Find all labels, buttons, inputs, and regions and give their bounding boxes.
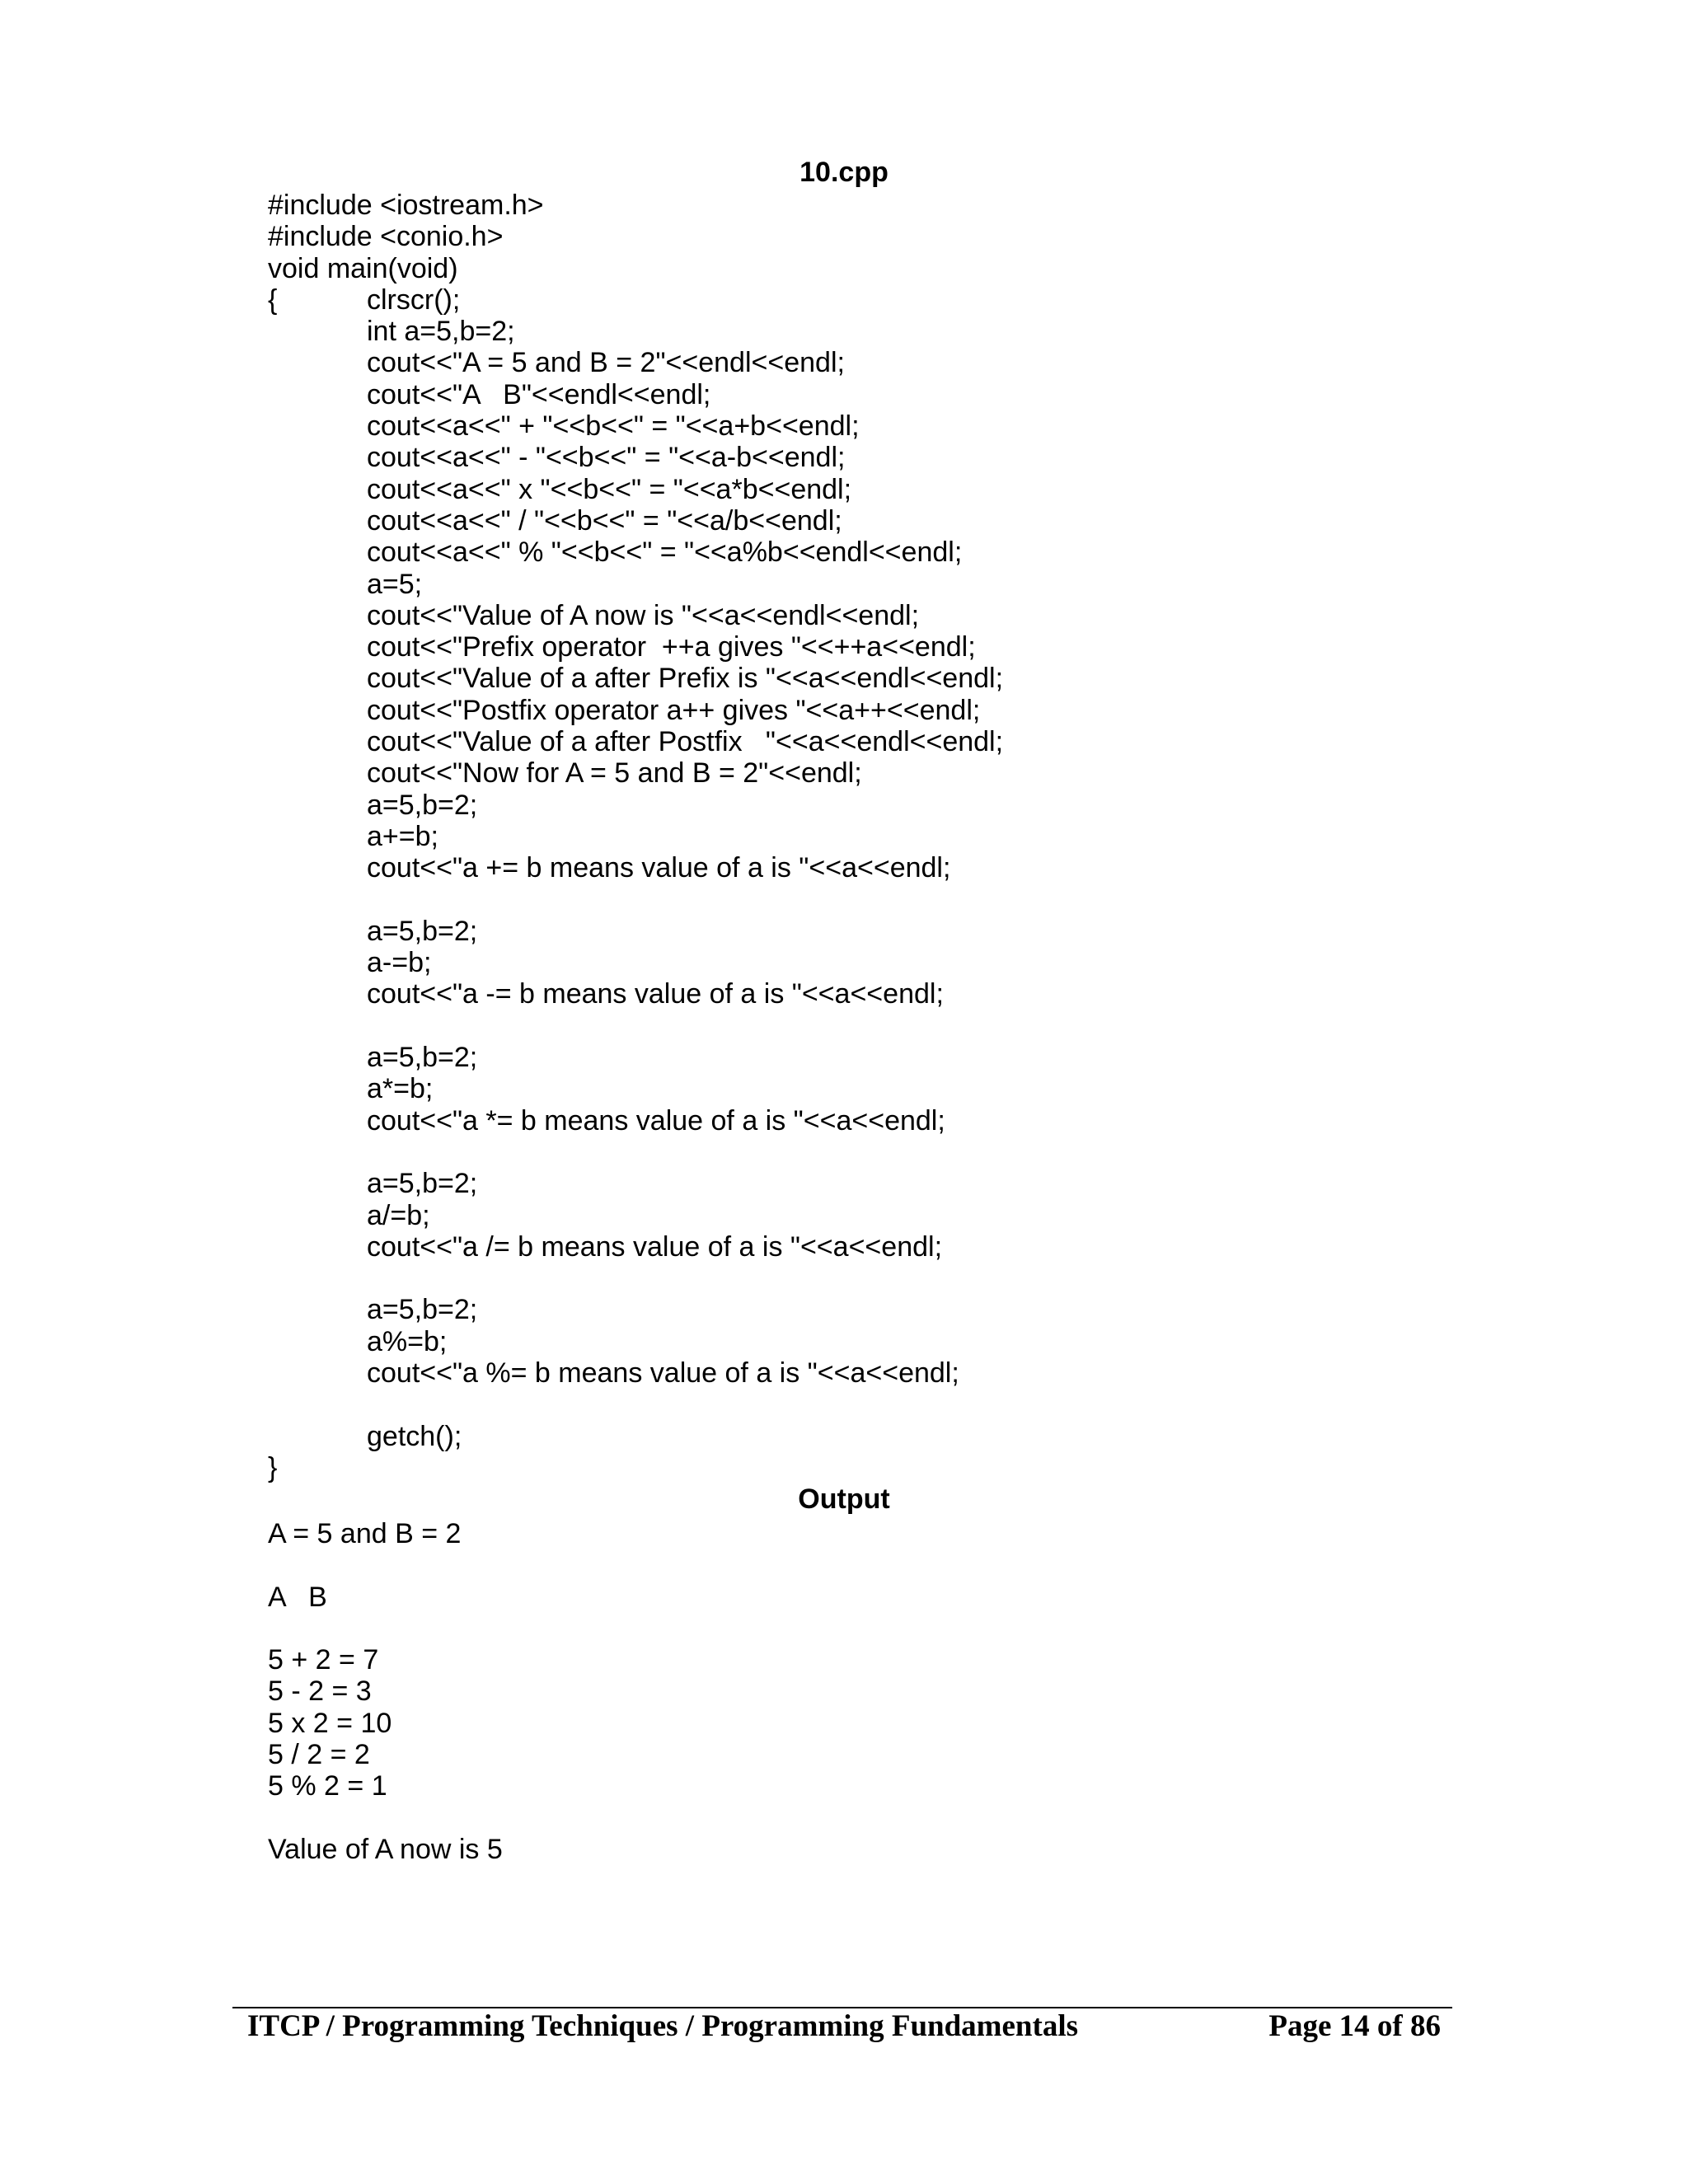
- code-line: [268, 821, 1003, 852]
- code-text: a=5,b=2;: [367, 789, 478, 821]
- code-text: a/=b;: [367, 1199, 430, 1231]
- code-text: cout<<"A = 5 and B = 2"<<endl<<endl;: [367, 347, 845, 379]
- footer-page-number: Page 14 of 86: [1268, 2009, 1441, 2043]
- code-text: cout<<a<<" + "<<b<<" = "<<a+b<<endl;: [367, 410, 860, 443]
- code-line: [268, 1389, 1003, 1420]
- output-line: A B: [268, 1581, 327, 1613]
- output-line: A = 5 and B = 2: [268, 1518, 462, 1549]
- code-text: cout<<"a /= b means value of a is "<<a<<endl;: [367, 1230, 943, 1263]
- code-text: a=5,b=2;: [367, 1168, 478, 1200]
- code-line: [268, 600, 1003, 631]
- code-text: #include <conio.h>: [268, 221, 504, 253]
- code-line: [268, 757, 1003, 789]
- code-line: [268, 537, 1003, 568]
- code-line: [268, 284, 1003, 316]
- code-text: cout<<"Value of a after Prefix is "<<a<<endl<<endl;: [367, 663, 1004, 695]
- file-title: 10.cpp: [799, 157, 889, 188]
- program-output: [268, 1518, 503, 1865]
- code-text: cout<<"Now for A = 5 and B = 2"<<endl;: [367, 757, 862, 790]
- output-line: 5 - 2 = 3: [268, 1675, 372, 1708]
- code-text: getch();: [367, 1420, 462, 1452]
- code-line: [268, 347, 1003, 378]
- code-line: [268, 1452, 1003, 1483]
- code-text: cout<<a<<" - "<<b<<" = "<<a-b<<endl;: [367, 442, 846, 474]
- code-line: [268, 1294, 1003, 1325]
- output-line: 5 % 2 = 1: [268, 1770, 387, 1802]
- code-text: cout<<"Value of a after Postfix "<<a<<endl<<endl;: [367, 726, 1004, 758]
- code-line: [268, 1231, 1003, 1263]
- code-text: cout<<a<<" % "<<b<<" = "<<a%b<<endl<<endl;: [367, 537, 963, 569]
- output-line: 5 / 2 = 2: [268, 1739, 370, 1771]
- code-text: a-=b;: [367, 947, 432, 979]
- code-text: int a=5,b=2;: [367, 316, 515, 348]
- code-line: [268, 1105, 1003, 1137]
- code-text: a+=b;: [367, 820, 438, 852]
- code-line: [268, 253, 1003, 284]
- code-line: [268, 1421, 1003, 1452]
- output-line: 5 + 2 = 7: [268, 1644, 379, 1676]
- code-line: [268, 852, 1003, 883]
- code-line: [268, 1200, 1003, 1231]
- code-text: cout<<"a *= b means value of a is "<<a<<endl;: [367, 1104, 945, 1137]
- code-line: [268, 1263, 1003, 1294]
- code-text: #include <iostream.h>: [268, 190, 544, 221]
- code-text: clrscr();: [367, 284, 461, 316]
- code-line: [268, 1168, 1003, 1199]
- code-line: [268, 1042, 1003, 1073]
- code-line: [268, 569, 1003, 600]
- code-text: cout<<"Value of A now is "<<a<<endl<<endl;: [367, 599, 920, 631]
- code-text: a=5;: [367, 568, 423, 600]
- code-line: [268, 442, 1003, 473]
- code-text: a=5,b=2;: [367, 1042, 478, 1074]
- code-line: [268, 474, 1003, 505]
- code-line: [268, 726, 1003, 757]
- code-line: [268, 1010, 1003, 1042]
- output-line: [268, 1613, 503, 1644]
- output-line: [268, 1802, 503, 1834]
- code-line: [268, 631, 1003, 663]
- output-heading: Output: [798, 1483, 890, 1515]
- code-text: void main(void): [268, 252, 458, 284]
- code-line: [268, 1137, 1003, 1168]
- code-line: [268, 978, 1003, 1010]
- code-line: [268, 379, 1003, 410]
- footer-course-title: ITCP / Programming Techniques / Programming Fundamentals: [247, 2009, 1078, 2043]
- output-line: 5 x 2 = 10: [268, 1707, 392, 1739]
- code-text: cout<<a<<" / "<<b<<" = "<<a/b<<endl;: [367, 504, 842, 537]
- code-line: [268, 1357, 1003, 1389]
- code-text: cout<<a<<" x "<<b<<" = "<<a*b<<endl;: [367, 473, 852, 505]
- code-line: [268, 884, 1003, 916]
- code-text: cout<<"a += b means value of a is "<<a<<endl;: [367, 852, 951, 884]
- code-listing: [268, 190, 1003, 1483]
- code-line: [268, 1073, 1003, 1104]
- code-text: cout<<"Prefix operator ++a gives "<<++a<<endl;: [367, 631, 976, 663]
- code-line: [268, 790, 1003, 821]
- code-line: [268, 410, 1003, 442]
- code-text: cout<<"a %= b means value of a is "<<a<<endl;: [367, 1357, 959, 1389]
- code-text: cout<<"a -= b means value of a is "<<a<<endl;: [367, 978, 944, 1010]
- code-line: [268, 316, 1003, 347]
- code-line: [268, 663, 1003, 694]
- code-text: cout<<"A B"<<endl<<endl;: [367, 378, 711, 410]
- code-text: a=5,b=2;: [367, 1294, 478, 1326]
- code-line: [268, 221, 1003, 252]
- output-line: [268, 1549, 503, 1581]
- code-line: [268, 916, 1003, 947]
- code-line: [268, 695, 1003, 726]
- code-text: a%=b;: [367, 1325, 448, 1357]
- code-text: a*=b;: [367, 1073, 434, 1105]
- output-line: Value of A now is 5: [268, 1833, 503, 1865]
- code-line: [268, 947, 1003, 978]
- code-line: [268, 190, 1003, 221]
- code-line: [268, 1326, 1003, 1357]
- code-text: a=5,b=2;: [367, 915, 478, 947]
- open-brace: {: [268, 284, 278, 316]
- code-line: [268, 505, 1003, 537]
- code-text: cout<<"Postfix operator a++ gives "<<a++<<endl;: [367, 694, 981, 726]
- code-text: }: [268, 1451, 278, 1483]
